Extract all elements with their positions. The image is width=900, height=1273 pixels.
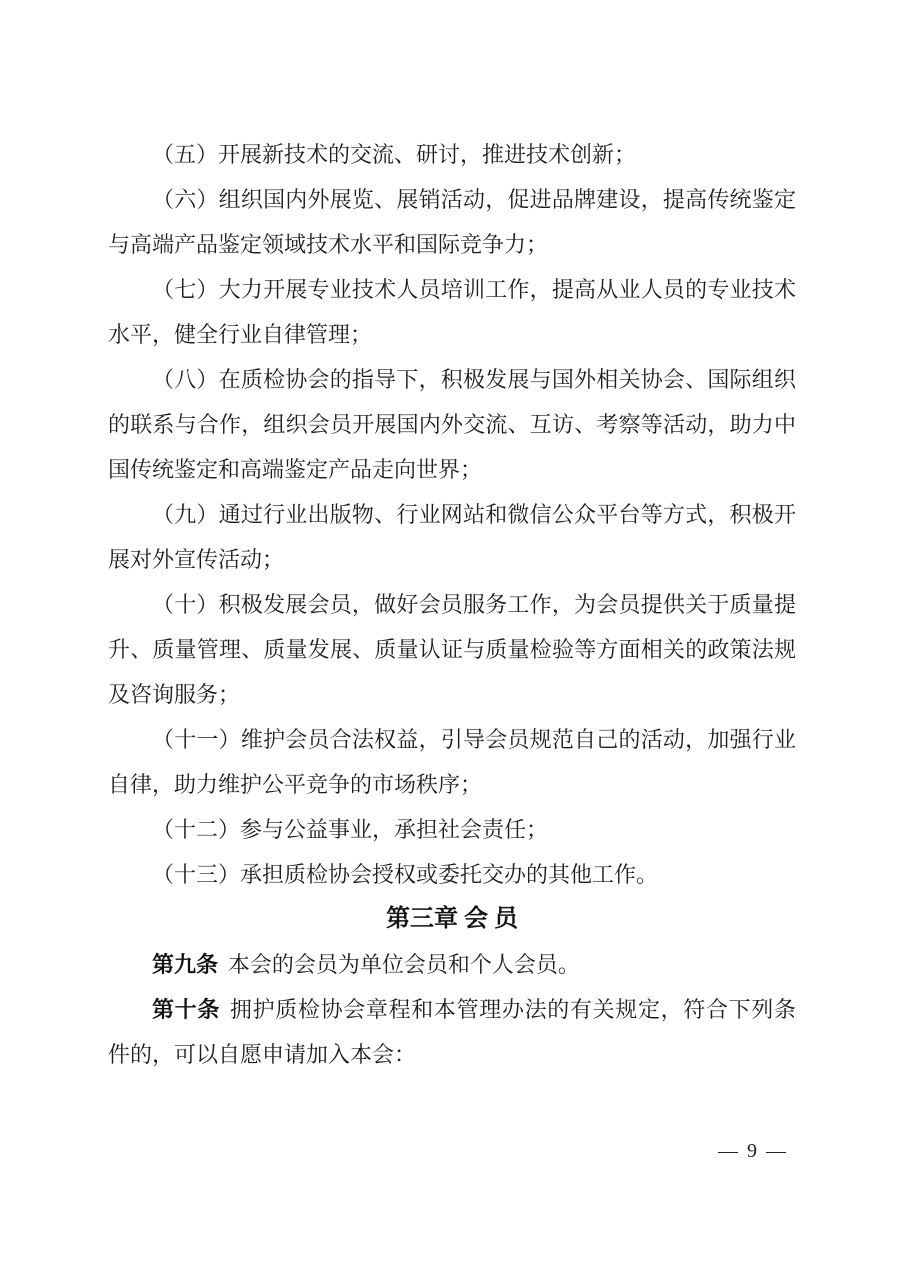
article-9-text: 本会的会员为单位会员和个人会员。 <box>227 952 580 977</box>
clause-7: （七）大力开展专业技术人员培训工作，提高从业人员的专业技术水平，健全行业自律管理； <box>108 277 796 347</box>
article-9-label: 第九条 <box>152 952 219 977</box>
clause-10: （十）积极发展会员，做好会员服务工作，为会员提供关于质量提升、质量管理、质量发展、质量认证与质量检验等方面相关的政策法规及咨询服务； <box>108 592 796 707</box>
clause-6: （六）组织国内外展览、展销活动，促进品牌建设，提高传统鉴定与高端产品鉴定领域技术水平和国际竞争力； <box>108 187 796 257</box>
clause-9: （九）通过行业出版物、行业网站和微信公众平台等方式，积极开展对外宣传活动； <box>108 502 796 572</box>
clause-8: （八）在质检协会的指导下，积极发展与国外相关协会、国际组织的联系与合作，组织会员开展国内外交流、互访、考察等活动，助力中国传统鉴定和高端鉴定产品走向世界； <box>108 367 796 482</box>
clause-11: （十一）维护会员合法权益，引导会员规范自己的活动，加强行业自律，助力维护公平竞争的市场秩序； <box>108 727 796 797</box>
article-10 <box>108 987 796 1077</box>
clause-13: （十三）承担质检协会授权或委托交办的其他工作。 <box>152 862 659 887</box>
document-body <box>108 132 796 1077</box>
clause-12: （十二）参与公益事业，承担社会责任； <box>152 817 549 842</box>
article-10-text: 拥护质检协会章程和本管理办法的有关规定，符合下列条件的，可以自愿申请加入本会： <box>108 997 796 1067</box>
article-9 <box>108 942 796 987</box>
page-number: — 9 — <box>718 1140 788 1162</box>
chapter-heading: 第三章 会 员 <box>386 906 518 932</box>
clause-5: （五）开展新技术的交流、研讨，推进技术创新； <box>152 142 637 167</box>
article-10-label: 第十条 <box>152 997 221 1022</box>
